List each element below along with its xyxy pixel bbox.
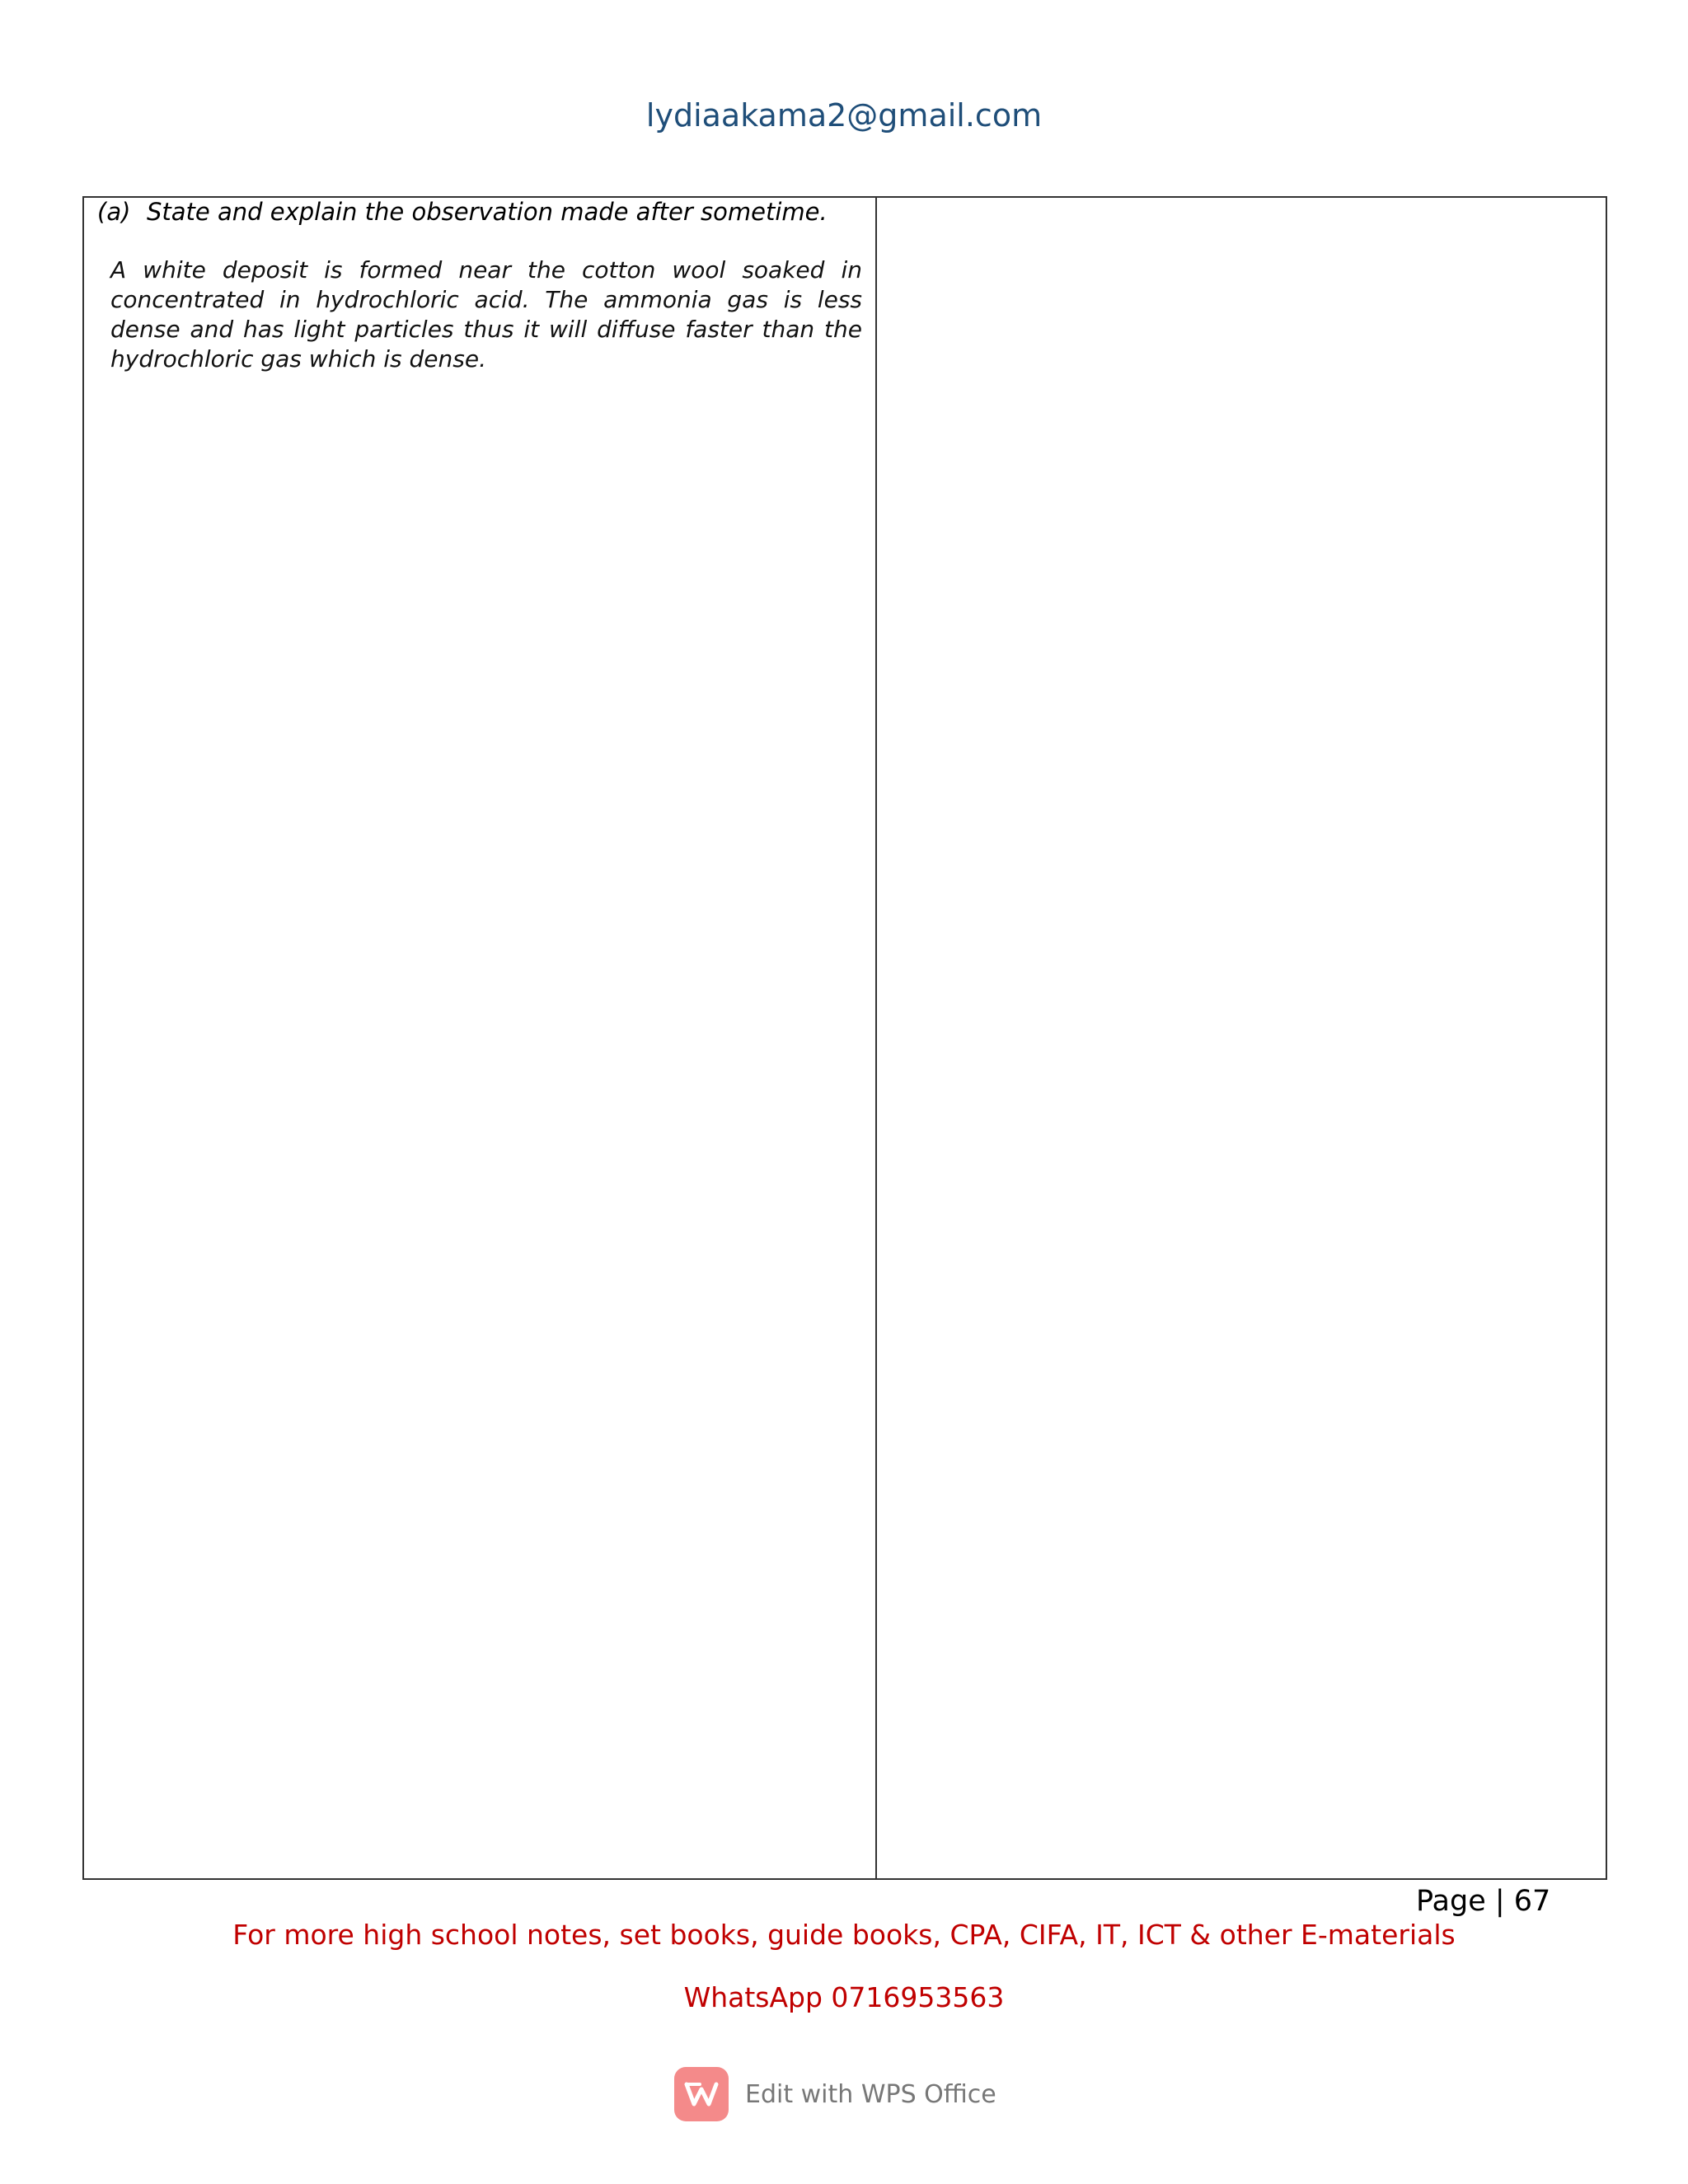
wps-edit-banner[interactable] — [674, 2067, 996, 2121]
question — [97, 198, 828, 226]
header-email: lydiaakama2@gmail.com — [645, 97, 1043, 134]
footer-whatsapp: WhatsApp 0716953563 — [683, 1981, 1005, 2013]
question-label: (a) — [97, 198, 131, 226]
table-left-column — [84, 198, 877, 1878]
wps-logo-icon[interactable] — [674, 2067, 729, 2121]
content-table — [82, 196, 1607, 1880]
table-right-column — [877, 198, 1606, 1878]
answer-text: A white deposit is formed near the cotton wool soaked in concentrated in hydrochloric acid. The ammonia gas is less dense and has light particles thus it will diffuse faster than the hydrochloric gas which is dense. — [110, 256, 862, 373]
question-text: State and explain the observation made after sometime. — [147, 198, 828, 226]
wps-edit-label[interactable]: Edit with WPS Office — [745, 2079, 996, 2109]
footer-promo: For more high school notes, set books, guide books, CPA, CIFA, IT, ICT & other E-materials — [232, 1919, 1456, 1951]
page-number: Page | 67 — [1416, 1885, 1551, 1918]
